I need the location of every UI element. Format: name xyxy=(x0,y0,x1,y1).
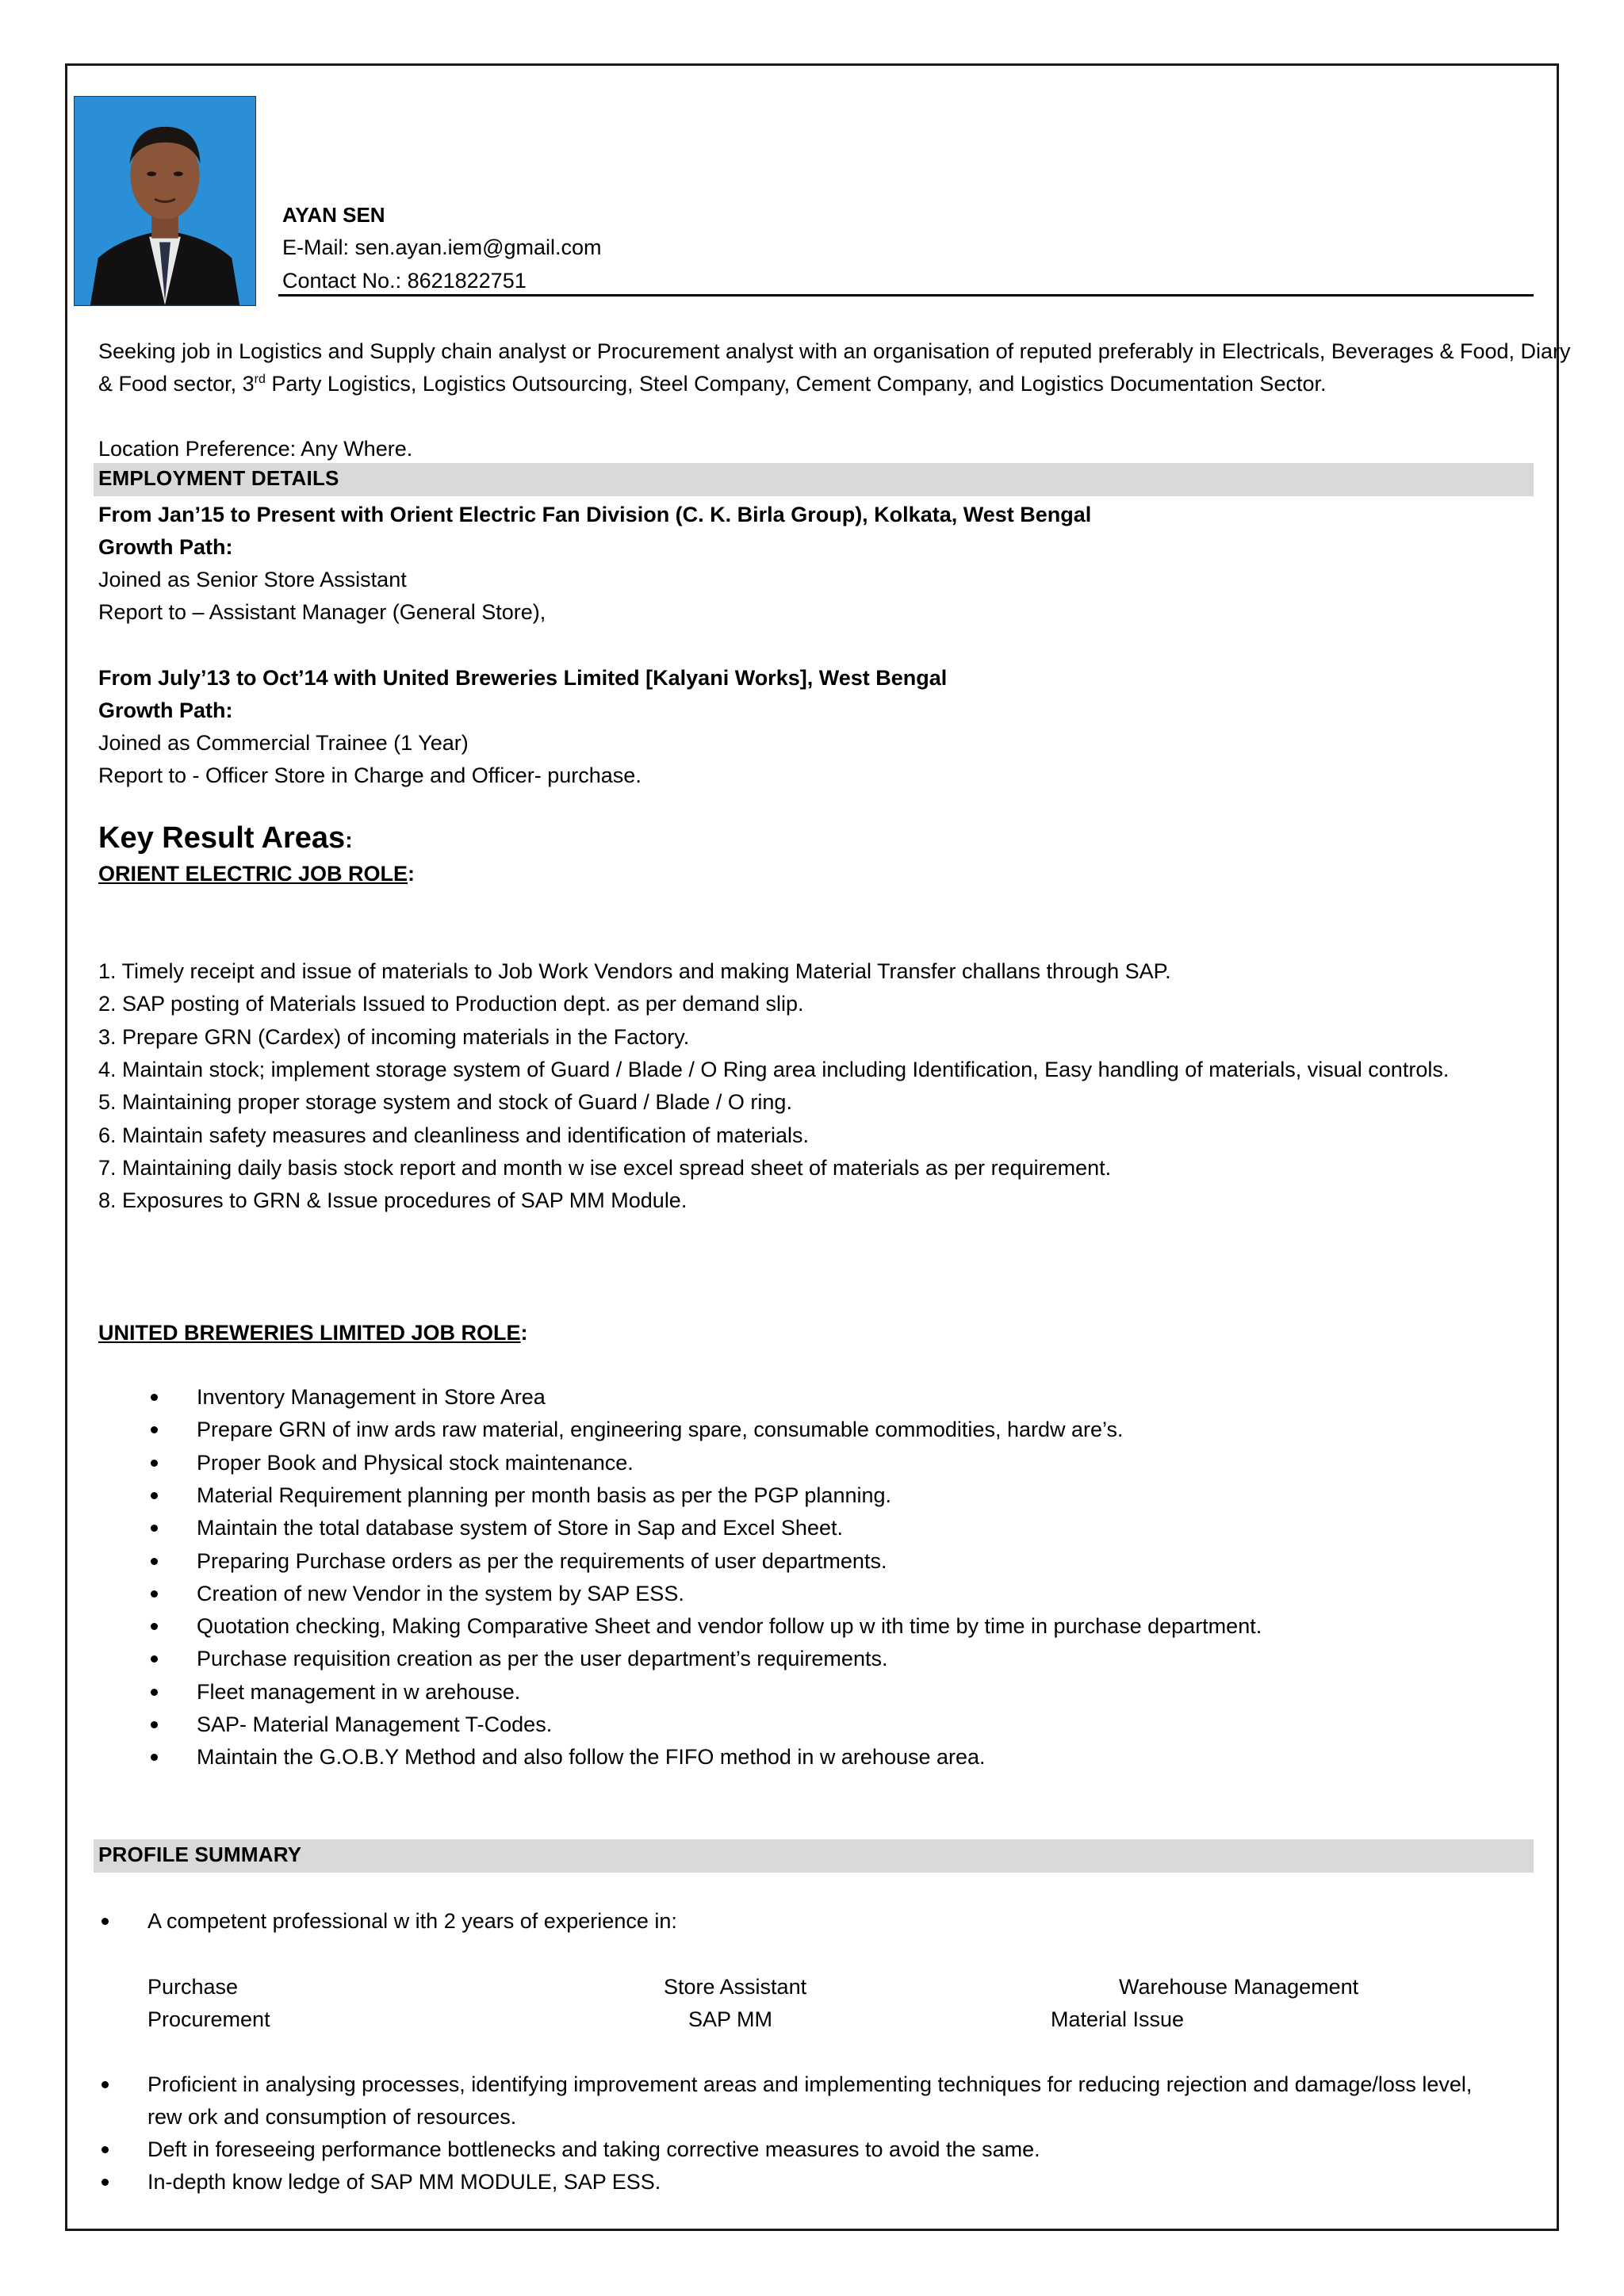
email-line: E-Mail: sen.ayan.iem@gmail.com xyxy=(282,235,602,259)
skill-sap-mm: SAP MM xyxy=(688,2007,773,2031)
employment-heading: EMPLOYMENT DETAILS xyxy=(98,466,339,490)
orient-role-item: 4. Maintain stock; implement storage system of Guard / Blade / O Ring area including Identification, Easy handling of materials, visual controls. xyxy=(98,1058,1450,1081)
bullet-dot xyxy=(151,1689,158,1696)
objective-line-2: & Food sector, 3rd Party Logistics, Logistics Outsourcing, Steel Company, Cement Company, and Logistics Documentation Sector. xyxy=(98,372,1327,396)
bullet-dot xyxy=(151,1754,158,1761)
ub-role-heading: UNITED BREWERIES LIMITED JOB ROLE: xyxy=(98,1321,528,1345)
bullet-dot xyxy=(151,1558,158,1565)
job-1-title: From Jan’15 to Present with Orient Electric Fan Division (C. K. Birla Group), Kolkata, West Bengal xyxy=(98,503,1092,526)
skill-purchase: Purchase xyxy=(147,1975,239,1999)
profile-point-2: Deft in foreseeing performance bottlenecks and taking corrective measures to avoid the same. xyxy=(147,2137,1040,2161)
profile-point-1: Proficient in analysing processes, identifying improvement areas and implementing techniques for reducing rejection and damage/loss level, xyxy=(147,2072,1473,2096)
bullet-dot xyxy=(102,2146,109,2153)
ub-role-item: Quotation checking, Making Comparative Sheet and vendor follow up w ith time by time in purchase department. xyxy=(197,1614,1262,1638)
bullet-dot xyxy=(102,2179,109,2186)
ub-role-item: Prepare GRN of inw ards raw material, engineering spare, consumable commodities, hardw are’s. xyxy=(197,1418,1124,1441)
skill-store-assistant: Store Assistant xyxy=(664,1975,807,1999)
orient-role-item: 7. Maintaining daily basis stock report and month w ise excel spread sheet of materials as per requirement. xyxy=(98,1156,1112,1180)
ub-role-item: Creation of new Vendor in the system by SAP ESS. xyxy=(197,1582,684,1605)
job-1-report: Report to – Assistant Manager (General Store), xyxy=(98,600,546,624)
bullet-dot xyxy=(151,1623,158,1630)
orient-role-item: 2. SAP posting of Materials Issued to Production dept. as per demand slip. xyxy=(98,992,804,1016)
bullet-dot xyxy=(102,2081,109,2088)
profile-photo xyxy=(74,96,256,306)
ub-role-item: Maintain the total database system of Store in Sap and Excel Sheet. xyxy=(197,1516,843,1540)
orient-role-item: 5. Maintaining proper storage system and stock of Guard / Blade / O ring. xyxy=(98,1090,792,1114)
job-2-report: Report to - Officer Store in Charge and Officer- purchase. xyxy=(98,763,642,787)
bullet-dot xyxy=(151,1721,158,1728)
location-preference: Location Preference: Any Where. xyxy=(98,437,413,461)
orient-role-item: 3. Prepare GRN (Cardex) of incoming materials in the Factory. xyxy=(98,1025,690,1049)
contact-line: Contact No.: 8621822751 xyxy=(282,269,527,293)
profile-point-1-cont: rew ork and consumption of resources. xyxy=(147,2105,517,2129)
profile-point-3: In-depth know ledge of SAP MM MODULE, SAP ESS. xyxy=(147,2170,661,2194)
orient-role-item: 6. Maintain safety measures and cleanliness and identification of materials. xyxy=(98,1123,809,1147)
profile-intro: A competent professional w ith 2 years of experience in: xyxy=(147,1909,677,1933)
orient-role-heading: ORIENT ELECTRIC JOB ROLE: xyxy=(98,862,416,886)
ub-role-item: Material Requirement planning per month basis as per the PGP planning. xyxy=(197,1483,892,1507)
ub-role-item: Purchase requisition creation as per the user department’s requirements. xyxy=(197,1647,888,1670)
orient-role-item: 8. Exposures to GRN & Issue procedures of SAP MM Module. xyxy=(98,1188,688,1212)
employment-section-header xyxy=(94,463,1534,496)
bullet-dot xyxy=(151,1426,158,1433)
bullet-dot xyxy=(102,1918,109,1925)
orient-role-item: 1. Timely receipt and issue of materials to Job Work Vendors and making Material Transfer challans through SAP. xyxy=(98,959,1171,983)
job-1-growth-label: Growth Path: xyxy=(98,535,233,559)
header-divider xyxy=(278,294,1534,297)
ub-role-item: SAP- Material Management T-Codes. xyxy=(197,1712,553,1736)
bullet-dot xyxy=(151,1590,158,1598)
job-1-joined: Joined as Senior Store Assistant xyxy=(98,568,407,591)
profile-heading: PROFILE SUMMARY xyxy=(98,1843,302,1866)
job-2-title: From July’13 to Oct’14 with United Breweries Limited [Kalyani Works], West Bengal xyxy=(98,666,948,690)
ub-role-item: Preparing Purchase orders as per the requirements of user departments. xyxy=(197,1549,887,1573)
ub-role-item: Maintain the G.O.B.Y Method and also follow the FIFO method in w arehouse area. xyxy=(197,1745,986,1769)
candidate-name: AYAN SEN xyxy=(282,203,385,227)
profile-section-header xyxy=(94,1839,1534,1873)
ub-role-item: Fleet management in w arehouse. xyxy=(197,1680,521,1704)
objective-line-1: Seeking job in Logistics and Supply chain analyst or Procurement analyst with an organisation of reputed preferably in Electricals, Beverages & Food, Diary xyxy=(98,339,1571,363)
skill-warehouse-management: Warehouse Management xyxy=(1119,1975,1359,1999)
bullet-dot xyxy=(151,1492,158,1499)
ub-role-item: Inventory Management in Store Area xyxy=(197,1385,546,1409)
bullet-dot xyxy=(151,1655,158,1663)
bullet-dot xyxy=(151,1460,158,1467)
job-2-growth-label: Growth Path: xyxy=(98,698,233,722)
job-2-joined: Joined as Commercial Trainee (1 Year) xyxy=(98,731,469,755)
ub-role-item: Proper Book and Physical stock maintenance. xyxy=(197,1451,634,1475)
key-result-areas-heading: Key Result Areas: xyxy=(98,821,353,855)
skill-material-issue: Material Issue xyxy=(1051,2007,1185,2031)
bullet-dot xyxy=(151,1525,158,1532)
skill-procurement: Procurement xyxy=(147,2007,270,2031)
bullet-dot xyxy=(151,1394,158,1401)
